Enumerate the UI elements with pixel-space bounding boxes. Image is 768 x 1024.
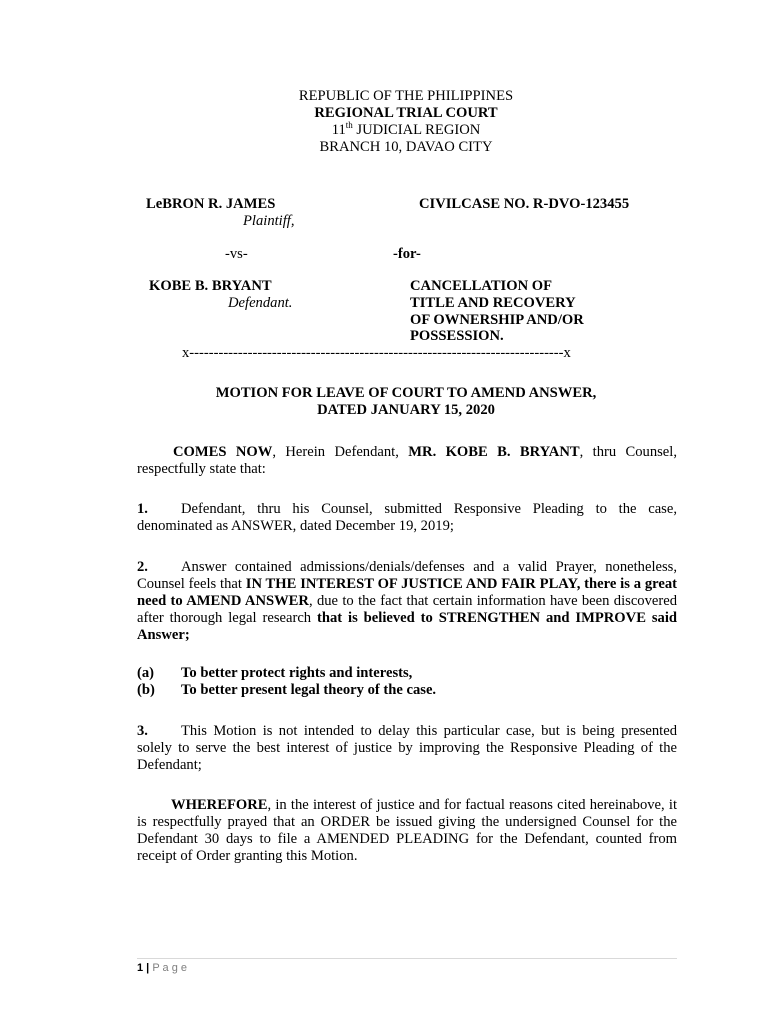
footer-rule (137, 958, 677, 959)
defendant-name: KOBE B. BRYANT (149, 278, 272, 294)
paragraph-3-text: This Motion is not intended to delay this particular case, but is being presented solely to serve the best interest of justice by improving the Responsive Pleading of the Defendant; (137, 723, 677, 773)
paragraph-3-number: 3. (137, 723, 148, 739)
versus-label: -vs- (225, 246, 248, 262)
paragraph-1-number: 1. (137, 501, 148, 517)
intro-text-1: , Herein Defendant, (272, 444, 409, 460)
plaintiff-name: LeBRON R. JAMES (146, 196, 276, 212)
court-header (0, 88, 768, 156)
motion-title-line-2: DATED JANUARY 15, 2020 (317, 402, 495, 418)
paragraph-2-bold-1: IN THE INTEREST OF JUSTICE AND FAIR PLAY, there is a great need to AMEND ANSWER (137, 576, 677, 609)
footer-separator: | (143, 962, 153, 974)
paragraph-1 (137, 501, 677, 535)
motion-title-line-1: MOTION FOR LEAVE OF COURT TO AMEND ANSWER, (215, 385, 597, 401)
paragraph-2-text-2: , due to the fact that certain information have been discovered after thorough legal research (137, 593, 677, 626)
list-item (137, 665, 412, 682)
defendant-role: Defendant. (228, 295, 293, 311)
wherefore-lead: WHEREFORE (171, 797, 268, 813)
paragraph-2-bold-2: that is believed to STRENGTHEN and IMPROVE said Answer; (137, 610, 677, 643)
list-item-text: To better present legal theory of the case. (181, 682, 437, 698)
motion-title (0, 385, 768, 419)
header-court: REGIONAL TRIAL COURT (314, 105, 498, 121)
header-region-text: JUDICIAL REGION (352, 122, 481, 138)
page-footer (137, 960, 187, 977)
intro-text-2: , thru Counsel, respectfully state that: (137, 444, 677, 477)
subject-line-2: TITLE AND RECOVERY (410, 295, 576, 311)
header-region (0, 122, 768, 139)
wherefore-paragraph (137, 797, 677, 865)
paragraph-3 (137, 723, 677, 774)
list-item-label: (b) (137, 682, 155, 698)
list-item-label: (a) (137, 665, 155, 681)
for-label: -for- (393, 246, 421, 262)
intro-paragraph (137, 444, 677, 478)
paragraph-1-text: Defendant, thru his Counsel, submitted Responsive Pleading to the case, denominated as ANSWER, dated December 19, 2019; (137, 501, 677, 534)
comes-now: COMES NOW (173, 444, 273, 460)
list-item (137, 682, 436, 699)
paragraph-2 (137, 559, 677, 644)
case-number: CIVILCASE NO. R-DVO-123455 (419, 196, 630, 212)
paragraph-2-number: 2. (137, 559, 148, 575)
header-branch: BRANCH 10, DAVAO CITY (319, 139, 493, 155)
wherefore-text: , in the interest of justice and for factual reasons cited hereinabove, it is respectfully prayed that an ORDER be issued giving the undersigned Counsel for the Defendant 30 days to file a AMENDED PLEADING for the Defendant, counted from receipt of Order granting this Motion. (137, 797, 677, 864)
plaintiff-role: Plaintiff, (243, 213, 295, 229)
page-number: 1 (137, 962, 144, 974)
header-republic: REPUBLIC OF THE PHILIPPINES (298, 88, 514, 104)
header-region-suffix: th (345, 120, 353, 131)
subject-line-3: OF OWNERSHIP AND/OR (410, 312, 584, 328)
page-label: P a g e (152, 962, 187, 974)
defendant-full-name: MR. KOBE B. BRYANT (408, 444, 580, 460)
header-region-number: 11 (331, 122, 346, 138)
list-item-text: To better protect rights and interests, (181, 665, 413, 681)
subject-line-1: CANCELLATION OF (410, 278, 553, 294)
caption-separator: x-----------------------------------------------------------------------------x (182, 345, 571, 361)
subject-line-4: POSSESSION. (410, 328, 504, 344)
paragraph-2-text-1: Answer contained admissions/denials/defenses and a valid Prayer, nonetheless, Counsel feels that (137, 559, 677, 592)
